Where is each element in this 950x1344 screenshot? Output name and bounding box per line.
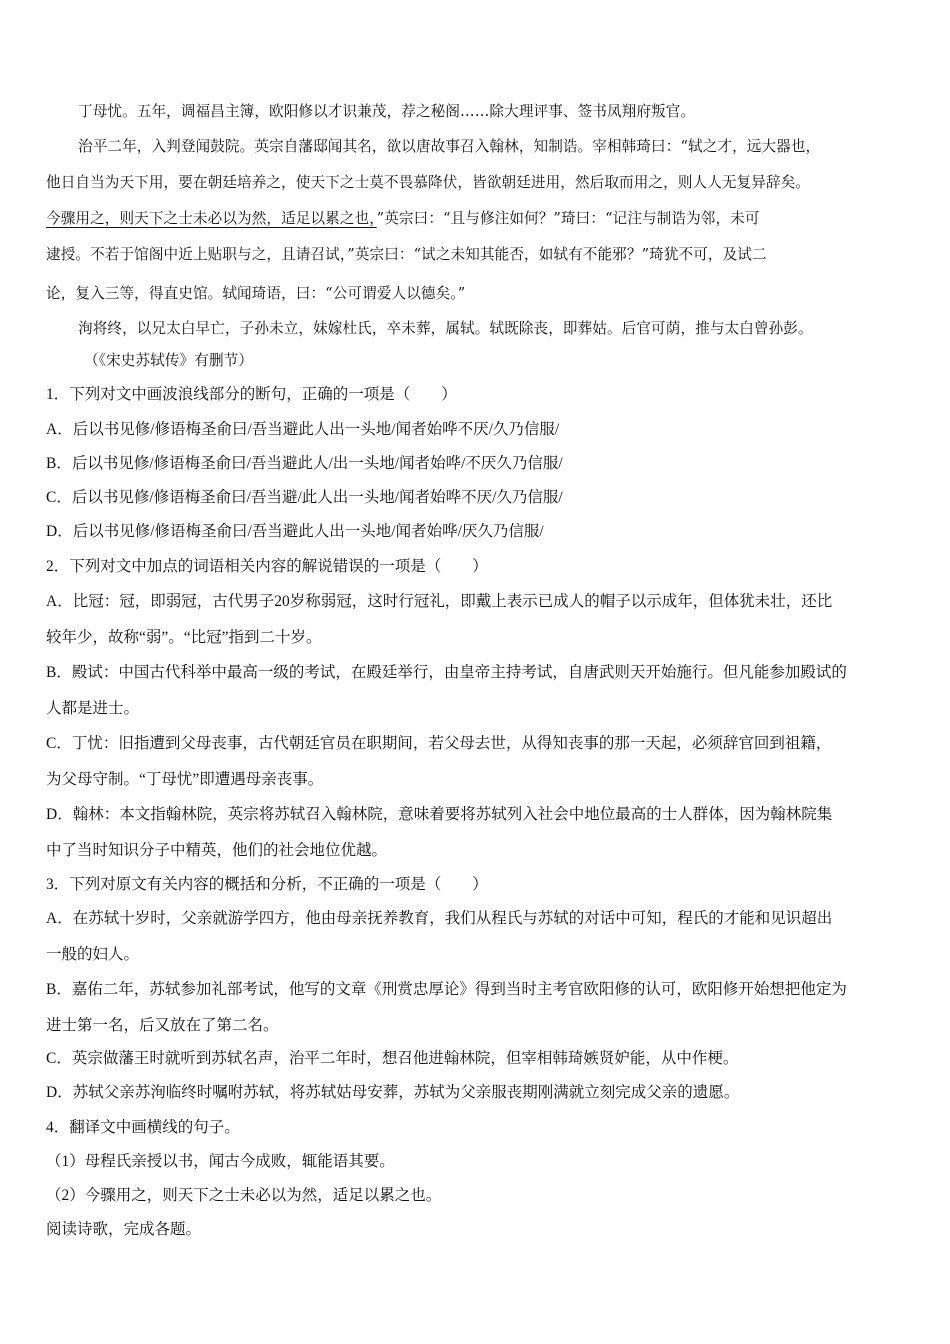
question-2-option-a-line-1: A．比冠：冠，即弱冠，古代男子20岁称弱冠，这时行冠礼，即戴上表示已成人的帽子以示成年，但体犹未壮，还比 bbox=[46, 593, 833, 610]
question-4-sentence-1: （1）母程氏亲授以书，闻古今成败，辄能语其要。 bbox=[46, 1153, 395, 1170]
question-2-option-c-line-2: 为父母守制。“丁母忧”即遭遇母亲丧事。 bbox=[46, 771, 324, 788]
passage-source: （《宋史苏轼传》有删节） bbox=[84, 352, 254, 369]
passage-line-6: 论，复入三等，得直史馆。轼闻琦语，曰：“公可谓爱人以德矣。” bbox=[46, 285, 466, 302]
passage-line-4 bbox=[46, 207, 916, 233]
question-3-option-b-line-1: B．嘉佑二年，苏轼参加礼部考试，他写的文章《刑赏忠厚论》得到当时主考官欧阳修的认可，欧阳修开始想把他定为 bbox=[46, 981, 847, 998]
question-1-option-a: A．后以书见修/修语梅圣俞曰/吾当避此人出一头地/闻者始哗不厌/久乃信服/ bbox=[46, 421, 560, 438]
passage-line-2: 治平二年，入判登闻鼓院。英宗自藩邸闻其名，欲以唐故事召入翰林，知制诰。宰相韩琦曰：“轼之才，远大器也， bbox=[78, 138, 821, 155]
question-3-option-a-line-2: 一般的妇人。 bbox=[46, 946, 140, 963]
passage-line-4-rest: ”英宗曰：“且与修注如何？”琦曰：“记注与制诰为邻，未可 bbox=[376, 210, 760, 227]
question-2-option-b-line-1: B．殿试：中国古代科举中最高一级的考试，在殿廷举行，由皇帝主持考试，自唐武则天开始施行。但凡能参加殿试的 bbox=[46, 664, 847, 681]
next-section-heading: 阅读诗歌，完成各题。 bbox=[46, 1221, 202, 1238]
passage-line-3: 他日自当为天下用，要在朝廷培养之，使天下之士莫不畏慕降伏，皆欲朝廷进用，然后取而用之，则人人无复异辞矣。 bbox=[46, 174, 811, 191]
question-2-option-d-line-2: 中了当时知识分子中精英，他们的社会地位优越。 bbox=[46, 842, 388, 859]
question-3-option-a-line-1: A．在苏轼十岁时，父亲就游学四方，他由母亲抚养教育，我们从程氏与苏轼的对话中可知，程氏的才能和见识超出 bbox=[46, 910, 833, 927]
question-3-stem: 3．下列对原文有关内容的概括和分析，不正确的一项是（ ） bbox=[46, 876, 488, 893]
question-4-stem: 4．翻译文中画横线的句子。 bbox=[46, 1119, 240, 1136]
passage-line-5: 逮授。不若于馆阁中近上贴职与之，且请召试，”英宗曰：“试之未知其能否，如轼有不能邪？”琦犹不可，及试二 bbox=[46, 246, 767, 263]
passage-line-1: 丁母忧。五年，调福昌主簿，欧阳修以才识兼茂，荐之秘阁……除大理评事、签书凤翔府叛官。 bbox=[78, 103, 696, 120]
question-3-option-c: C．英宗做藩王时就听到苏轼名声，治平二年时，想召他进翰林院，但宰相韩琦嫉贤妒能，从中作梗。 bbox=[46, 1050, 739, 1067]
question-2-option-a-line-2: 较年少，故称“弱”。“比冠”指到二十岁。 bbox=[46, 629, 322, 646]
question-2-option-d-line-1: D．翰林：本文指翰林院，英宗将苏轼召入翰林院，意味着要将苏轼列入社会中地位最高的士人群体，因为翰林院集 bbox=[46, 806, 833, 823]
question-3-option-b-line-2: 进士第一名，后又放在了第二名。 bbox=[46, 1017, 279, 1034]
question-1-option-d: D．后以书见修/修语梅圣俞曰/吾当避此人出一头地/闻者始哗/厌久乃信服/ bbox=[46, 523, 544, 540]
question-1-option-c: C．后以书见修/修语梅圣俞曰/吾当避/此人出一头地/闻者始哗不厌/久乃信服/ bbox=[46, 489, 563, 506]
question-4-sentence-2: （2）今骤用之，则天下之士未必以为然，适足以累之也。 bbox=[46, 1187, 442, 1204]
question-3-option-d: D．苏轼父亲苏洵临终时嘱咐苏轼，将苏轼姑母安葬，苏轼为父亲服丧期刚满就立刻完成父亲的遗愿。 bbox=[46, 1084, 740, 1101]
question-2-stem: 2．下列对文中加点的词语相关内容的解说错误的一项是（ ） bbox=[46, 558, 488, 575]
passage-line-7: 洵将终，以兄太白早亡，子孙未立，妹嫁杜氏，卒未葬，属轼。轼既除丧，即葬姑。后官可荫，推与太白曾孙彭。 bbox=[78, 320, 813, 337]
question-1-stem: 1．下列对文中画波浪线部分的断句，正确的一项是（ ） bbox=[46, 386, 457, 403]
question-1-option-b: B．后以书见修/修语梅圣俞曰/吾当避此人/出一头地/闻者始哗/不厌久乃信服/ bbox=[46, 455, 563, 472]
underlined-sentence: 今骤用之，则天下之士未必以为然，适足以累之也， bbox=[46, 210, 377, 227]
question-2-option-b-line-2: 人都是进士。 bbox=[46, 700, 140, 717]
question-2-option-c-line-1: C．丁忧：旧指遭到父母丧事，古代朝廷官员在职期间，若父母去世，从得知丧事的那一天起，必须辞官回到祖籍， bbox=[46, 735, 832, 752]
